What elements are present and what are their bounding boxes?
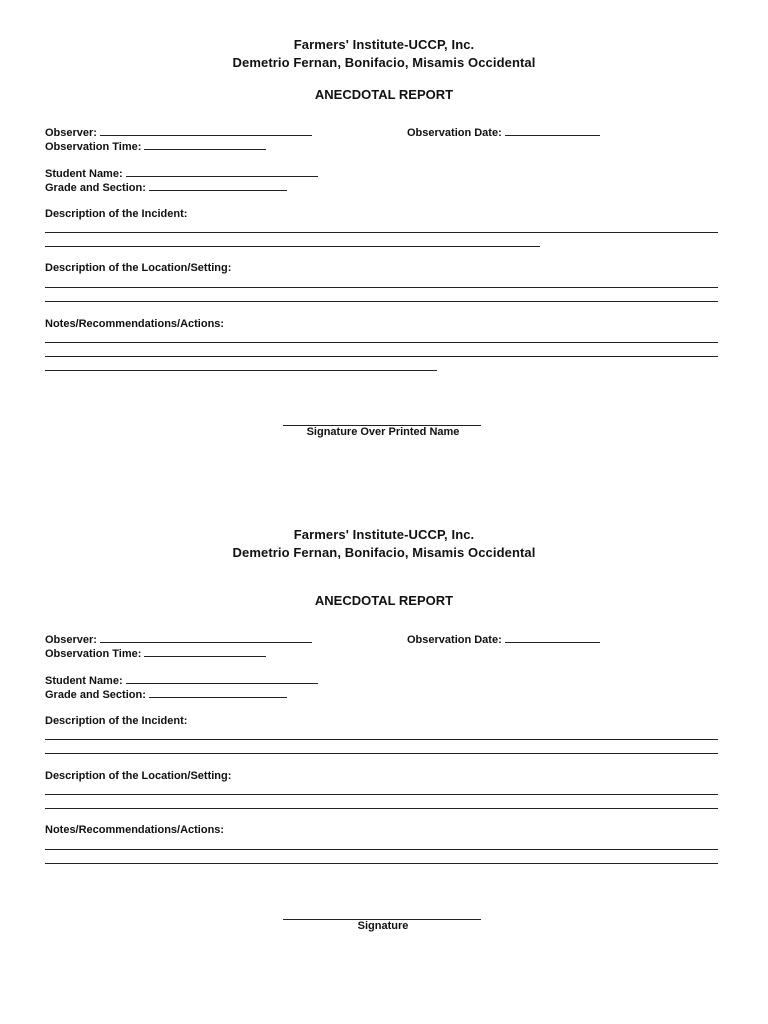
notes-label: Notes/Recommendations/Actions: [45,318,225,330]
incident-label: Description of the Incident: [45,715,188,727]
grade-section-row [45,688,287,702]
observation-date-row [407,633,600,647]
signature-caption: Signature Over Printed Name [306,426,460,438]
location-line-1[interactable] [45,794,718,795]
observation-time-field[interactable] [144,647,266,657]
observer-field[interactable] [100,126,312,136]
student-name-row [45,167,318,181]
incident-line-1[interactable] [45,739,718,740]
notes-line-3[interactable] [45,370,437,371]
observer-label: Observer: [45,127,97,139]
report-title: ANECDOTAL REPORT [314,87,454,102]
observation-time-row [45,140,266,154]
student-name-label: Student Name: [45,168,123,180]
notes-line-1[interactable] [45,849,718,850]
grade-section-label: Grade and Section: [45,689,146,701]
observer-label: Observer: [45,634,97,646]
observation-date-label: Observation Date: [407,127,502,139]
notes-line-2[interactable] [45,863,718,864]
observer-row [45,633,312,647]
notes-line-1[interactable] [45,342,718,343]
location-line-2[interactable] [45,301,718,302]
school-name: Farmers' Institute-UCCP, Inc. [293,37,475,52]
student-name-row [45,674,318,688]
student-name-field[interactable] [126,167,318,177]
observer-row [45,126,312,140]
observation-date-field[interactable] [505,126,600,136]
school-address: Demetrio Fernan, Bonifacio, Misamis Occidental [232,545,536,560]
observation-date-row [407,126,600,140]
location-label: Description of the Location/Setting: [45,770,232,782]
observation-time-label: Observation Time: [45,141,142,153]
observer-field[interactable] [100,633,312,643]
observation-date-field[interactable] [505,633,600,643]
grade-section-field[interactable] [149,688,287,698]
notes-label: Notes/Recommendations/Actions: [45,824,225,836]
school-name: Farmers' Institute-UCCP, Inc. [293,527,475,542]
report-title: ANECDOTAL REPORT [314,593,454,608]
location-line-2[interactable] [45,808,718,809]
grade-section-field[interactable] [149,181,287,191]
incident-label: Description of the Incident: [45,208,188,220]
observation-date-label: Observation Date: [407,634,502,646]
grade-section-row [45,181,287,195]
school-address: Demetrio Fernan, Bonifacio, Misamis Occidental [232,55,536,70]
incident-line-2[interactable] [45,246,540,247]
location-label: Description of the Location/Setting: [45,262,232,274]
student-name-field[interactable] [126,674,318,684]
student-name-label: Student Name: [45,675,123,687]
grade-section-label: Grade and Section: [45,182,146,194]
observation-time-label: Observation Time: [45,648,142,660]
observation-time-row [45,647,266,661]
incident-line-2[interactable] [45,753,718,754]
observation-time-field[interactable] [144,140,266,150]
signature-caption: Signature [357,920,409,932]
incident-line-1[interactable] [45,232,718,233]
location-line-1[interactable] [45,287,718,288]
notes-line-2[interactable] [45,356,718,357]
